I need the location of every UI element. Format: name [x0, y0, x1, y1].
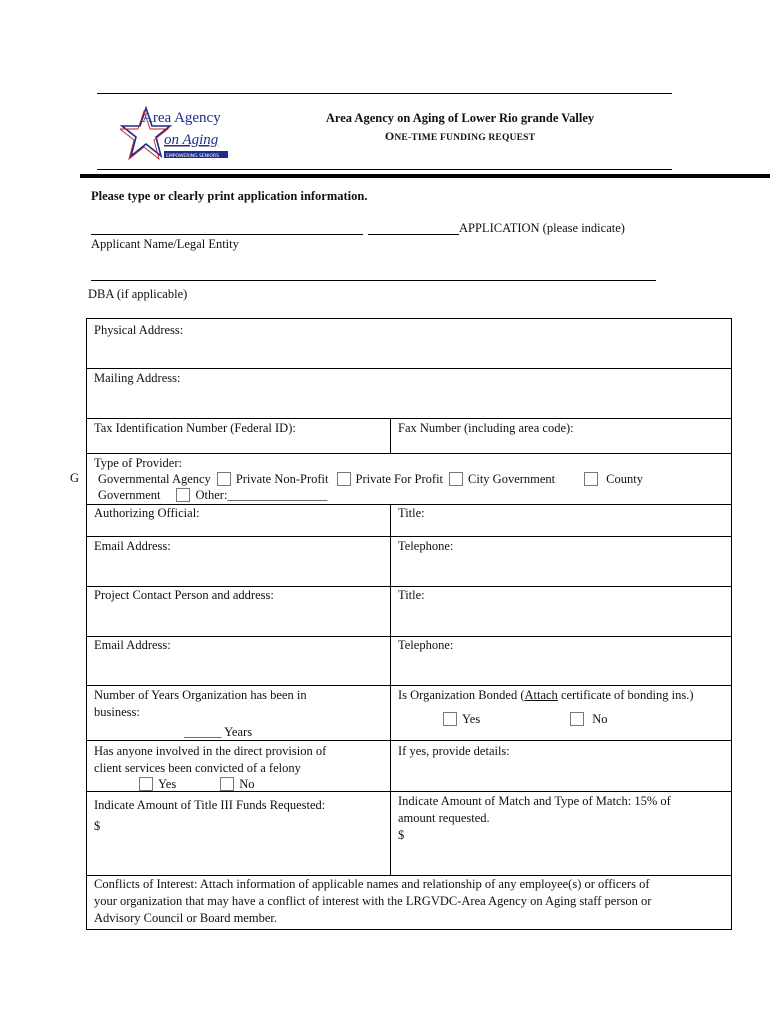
bonded-pre: Is Organization Bonded ( [398, 688, 525, 702]
mailing-address-label: Mailing Address: [94, 371, 181, 385]
option-other[interactable]: Other:________________ [195, 488, 328, 502]
application-type-line[interactable] [368, 234, 459, 235]
application-label: APPLICATION (please indicate) [459, 221, 625, 235]
row-mailing-address[interactable] [87, 369, 731, 419]
telephone1-label: Telephone: [398, 539, 454, 553]
match-label [398, 793, 671, 844]
checkbox-county[interactable] [584, 472, 598, 486]
project-contact-label: Project Contact Person and address: [94, 588, 274, 602]
title-iii-dollar[interactable]: $ [94, 819, 101, 833]
option-private-non-profit: Private Non-Profit [235, 472, 329, 486]
title-iii-label: Indicate Amount of Title III Funds Requested: [94, 798, 326, 812]
logo-line1: Area Agency [142, 110, 221, 126]
checkbox-private-for-profit[interactable] [449, 472, 463, 486]
bonded-attach: Attach [524, 688, 558, 702]
instructions-text: Please type or clearly print application information. [91, 189, 368, 203]
bonded-yes-label: Yes [462, 712, 481, 726]
checkbox-other[interactable] [176, 488, 190, 502]
option-private-for-profit: Private For Profit [355, 472, 444, 486]
conflicts-line3: Advisory Council or Board member. [94, 911, 277, 925]
provider-options-line2 [98, 487, 327, 504]
option-county: County [606, 472, 643, 486]
page-subtitle: ONE-TIME FUNDING REQUEST [384, 129, 536, 143]
logo-line2: on Aging [164, 132, 219, 148]
physical-address-label: Physical Address: [94, 323, 184, 337]
option-governmental-agency: Governmental Agency [98, 472, 211, 486]
bonded-no-label: No [592, 712, 608, 726]
conflicts-label [94, 876, 724, 927]
stray-letter: G [70, 471, 80, 485]
option-government: Government [98, 488, 161, 502]
row-physical-address[interactable] [87, 319, 731, 369]
felony-options [133, 776, 254, 793]
match-line2: amount requested. [398, 811, 490, 825]
checkbox-felony-yes[interactable] [139, 777, 153, 791]
conflicts-line2: your organization that may have a conflict of interest with the LRGVDC-Area Agency on Aging staff person or [94, 894, 652, 908]
conflicts-line1: Conflicts of Interest: Attach information of applicable names and relationship of any employee(s) or officers of [94, 877, 650, 891]
telephone2-label: Telephone: [398, 638, 454, 652]
match-line1: Indicate Amount of Match and Type of Match: 15% of [398, 794, 671, 808]
felony-line2: client services been convicted of a felony [94, 761, 301, 775]
top-rule [97, 93, 672, 94]
application-form-table [86, 318, 732, 930]
email1-label: Email Address: [94, 539, 171, 553]
divider-lower [390, 505, 391, 876]
years-label [94, 687, 307, 721]
years-field[interactable]: ______ Years [184, 725, 253, 739]
years-line2: business: [94, 705, 140, 719]
match-dollar[interactable]: $ [398, 828, 405, 842]
if-yes-label: If yes, provide details: [398, 744, 510, 758]
provider-options-line1 [98, 471, 643, 488]
header-inner-rule [97, 169, 672, 170]
logo-tag: EMPOWERING SENIORS [166, 154, 219, 159]
years-line1: Number of Years Organization has been in [94, 688, 307, 702]
applicant-name-label: Applicant Name/Legal Entity [91, 237, 239, 251]
header-thick-rule [80, 174, 770, 178]
checkbox-bonded-yes[interactable] [443, 712, 457, 726]
star-logo-icon [120, 102, 232, 162]
option-city-government: City Government [468, 472, 556, 486]
bonded-label [398, 687, 694, 704]
title2-label: Title: [398, 588, 425, 602]
felony-line1: Has anyone involved in the direct provision of [94, 744, 327, 758]
checkbox-bonded-no[interactable] [570, 712, 584, 726]
dba-label: DBA (if applicable) [88, 287, 188, 301]
checkbox-felony-no[interactable] [220, 777, 234, 791]
applicant-name-line[interactable] [91, 234, 363, 235]
page-title: Area Agency on Aging of Lower Rio grande Valley [325, 111, 595, 125]
checkbox-governmental-agency[interactable] [217, 472, 231, 486]
felony-label [94, 743, 326, 777]
tax-id-label: Tax Identification Number (Federal ID): [94, 421, 296, 435]
divider-tax-fax [390, 419, 391, 454]
checkbox-private-non-profit[interactable] [337, 472, 351, 486]
fax-label: Fax Number (including area code): [398, 421, 574, 435]
felony-yes-label: Yes [158, 777, 177, 791]
dba-line[interactable] [91, 280, 656, 281]
title1-label: Title: [398, 506, 425, 520]
bonded-options [437, 711, 607, 728]
authorizing-official-label: Authorizing Official: [94, 506, 200, 520]
felony-no-label: No [239, 777, 255, 791]
provider-type-label: Type of Provider: [94, 456, 182, 470]
bonded-post: certificate of bonding ins.) [557, 688, 694, 702]
email2-label: Email Address: [94, 638, 171, 652]
agency-logo [120, 102, 232, 162]
